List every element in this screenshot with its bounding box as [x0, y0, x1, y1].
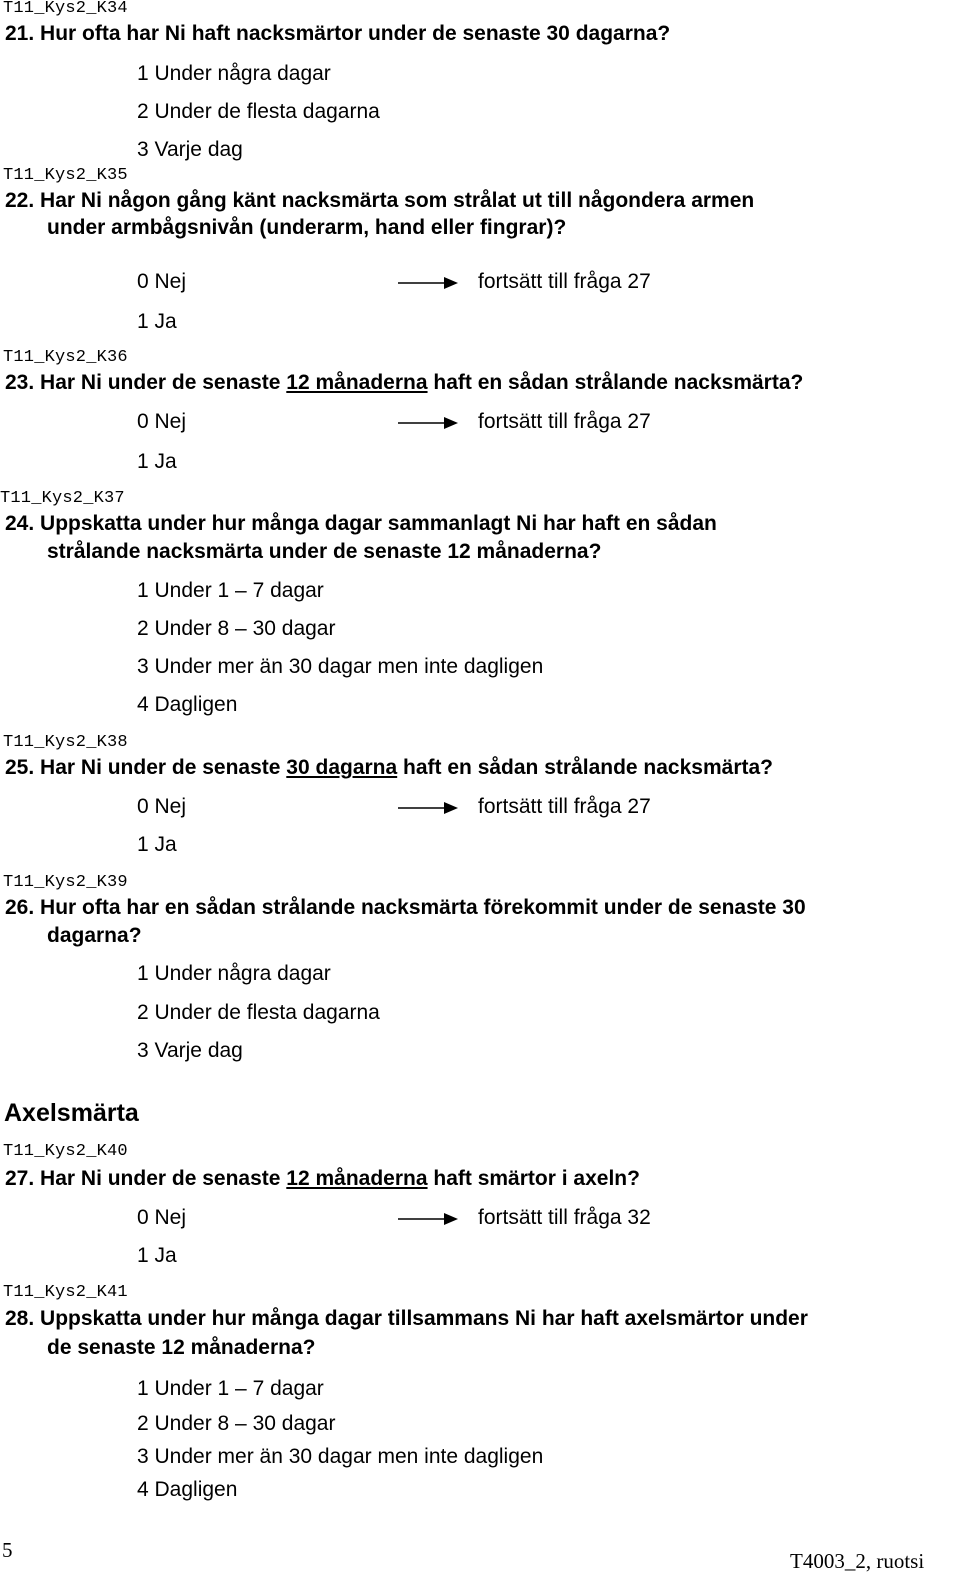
question-28 — [5, 1307, 808, 1331]
question-code: T11_Kys2_K36 — [3, 348, 128, 367]
arrow-right-icon — [398, 415, 460, 431]
answer-option[interactable]: 4 Dagligen — [137, 693, 238, 716]
question-24 — [5, 512, 717, 536]
section-heading: Axelsmärta — [4, 1099, 139, 1127]
question-code: T11_Kys2_K40 — [3, 1142, 128, 1161]
question-text-line2: under armbågsnivån (underarm, hand eller fingrar)? — [47, 216, 567, 239]
arrow-right-icon — [398, 275, 460, 291]
question-text-pre: Har Ni under de senaste — [40, 371, 287, 394]
question-text-pre: Har Ni under de senaste — [40, 1167, 287, 1190]
question-text-post: haft smärtor i axeln? — [427, 1167, 640, 1190]
question-21 — [5, 22, 670, 46]
arrow-right-icon — [398, 1211, 460, 1227]
question-22 — [5, 189, 754, 213]
answer-option[interactable]: 2 Under de flesta dagarna — [137, 1001, 380, 1024]
question-number: 27. — [5, 1167, 35, 1190]
answer-option[interactable]: 4 Dagligen — [137, 1478, 238, 1501]
question-code: T11_Kys2_K37 — [0, 489, 125, 508]
answer-option[interactable]: 1 Under några dagar — [137, 62, 331, 85]
answer-option[interactable]: 0 Nej — [137, 1206, 187, 1229]
skip-instruction: fortsätt till fråga 27 — [478, 410, 651, 433]
question-text-line2: strålande nacksmärta under de senaste 12 månaderna? — [47, 540, 602, 563]
question-text-line2: de senaste 12 månaderna? — [47, 1336, 316, 1359]
question-text: Uppskatta under hur många dagar tillsammans Ni har haft axelsmärtor under — [40, 1307, 808, 1330]
answer-option[interactable]: 1 Under 1 – 7 dagar — [137, 1377, 324, 1400]
question-code: T11_Kys2_K38 — [3, 733, 128, 752]
skip-instruction: fortsätt till fråga 27 — [478, 270, 651, 293]
question-code: T11_Kys2_K39 — [3, 873, 128, 892]
skip-instruction: fortsätt till fråga 27 — [478, 795, 651, 818]
skip-instruction: fortsätt till fråga 32 — [478, 1206, 651, 1229]
answer-option[interactable]: 1 Under några dagar — [137, 962, 331, 985]
answer-option[interactable]: 1 Ja — [137, 310, 177, 333]
question-number: 24. — [5, 512, 35, 535]
answer-option[interactable]: 2 Under 8 – 30 dagar — [137, 1412, 336, 1435]
answer-option[interactable]: 3 Under mer än 30 dagar men inte dagligen — [137, 655, 544, 678]
question-code: T11_Kys2_K41 — [3, 1283, 128, 1302]
answer-option[interactable]: 1 Ja — [137, 450, 177, 473]
question-text-post: haft en sådan strålande nacksmärta? — [397, 756, 773, 779]
question-text-emphasis: 12 månaderna — [286, 1167, 428, 1190]
question-text: Uppskatta under hur många dagar sammanlagt Ni har haft en sådan — [40, 512, 717, 535]
answer-option[interactable]: 0 Nej — [137, 270, 187, 293]
question-number: 25. — [5, 756, 35, 779]
question-text-emphasis: 30 dagarna — [286, 756, 398, 779]
question-text: Hur ofta har en sådan strålande nacksmärta förekommit under de senaste 30 — [40, 896, 806, 919]
question-text-pre: Har Ni under de senaste — [40, 756, 287, 779]
question-number: 22. — [5, 189, 35, 212]
question-27 — [5, 1167, 640, 1191]
question-code: T11_Kys2_K35 — [3, 166, 128, 185]
question-number: 21. — [5, 22, 35, 45]
arrow-right-icon — [398, 800, 460, 816]
question-text: Har Ni någon gång känt nacksmärta som strålat ut till någondera armen — [40, 189, 755, 212]
answer-option[interactable]: 1 Under 1 – 7 dagar — [137, 579, 324, 602]
footer-document-code: T4003_2, ruotsi — [790, 1549, 925, 1573]
question-26 — [5, 896, 806, 920]
answer-option[interactable]: 3 Varje dag — [137, 138, 243, 161]
answer-option[interactable]: 2 Under 8 – 30 dagar — [137, 617, 336, 640]
page-number: 5 — [2, 1538, 13, 1562]
question-number: 26. — [5, 896, 35, 919]
question-code: T11_Kys2_K34 — [3, 0, 128, 18]
answer-option[interactable]: 1 Ja — [137, 1244, 177, 1267]
answer-option[interactable]: 0 Nej — [137, 410, 187, 433]
answer-option[interactable]: 1 Ja — [137, 833, 177, 856]
question-text-post: haft en sådan strålande nacksmärta? — [427, 371, 804, 394]
question-25 — [5, 756, 773, 780]
question-text-emphasis: 12 månaderna — [286, 371, 428, 394]
question-text-line2: dagarna? — [47, 924, 142, 947]
answer-option[interactable]: 3 Under mer än 30 dagar men inte dagligen — [137, 1445, 544, 1468]
answer-option[interactable]: 3 Varje dag — [137, 1039, 243, 1062]
question-number: 28. — [5, 1307, 35, 1330]
question-23 — [5, 371, 803, 395]
question-text: Hur ofta har Ni haft nacksmärtor under de senaste 30 dagarna? — [40, 22, 671, 45]
answer-option[interactable]: 2 Under de flesta dagarna — [137, 100, 380, 123]
question-number: 23. — [5, 371, 35, 394]
answer-option[interactable]: 0 Nej — [137, 795, 187, 818]
